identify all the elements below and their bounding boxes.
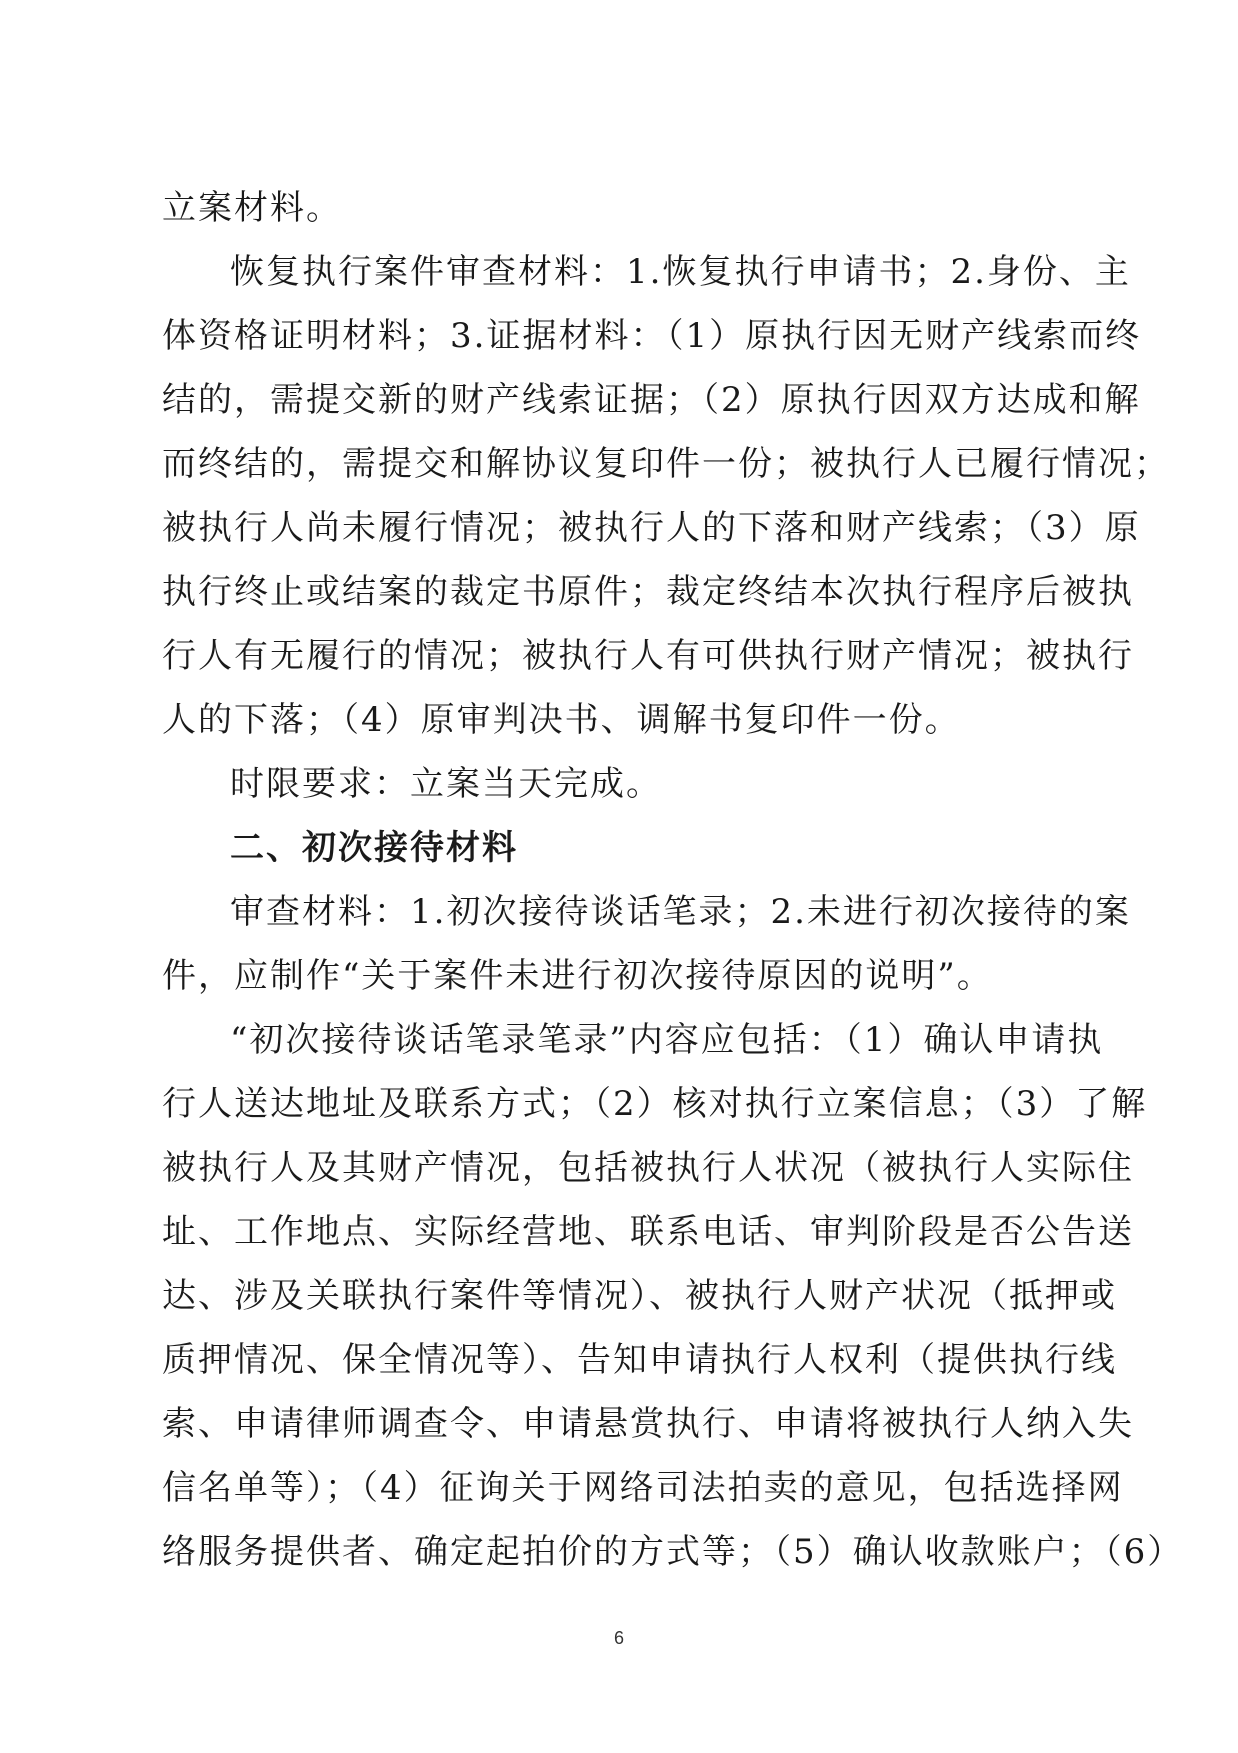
text-line: 行人送达地址及联系方式；（2）核对执行立案信息；（3）了解: [162, 1084, 1148, 1124]
text-line: 络服务提供者、确定起拍价的方式等；（5）确认收款账户；（6）: [162, 1532, 1184, 1572]
document-body: [162, 176, 1184, 1584]
page-number: 6: [613, 1628, 624, 1648]
text-line: 信名单等）；（4）征询关于网络司法拍卖的意见，包括选择网: [162, 1468, 1124, 1508]
text-line: 件，应制作“关于案件未进行初次接待原因的说明”。: [162, 956, 993, 996]
text-line: 时限要求：立案当天完成。: [230, 764, 662, 804]
text-line: 被执行人及其财产情况，包括被执行人状况（被执行人实际住: [162, 1148, 1134, 1188]
text-line: 立案材料。: [162, 188, 342, 228]
text-line: 址、工作地点、实际经营地、联系电话、审判阶段是否公告送: [162, 1212, 1134, 1252]
text-line: 执行终止或结案的裁定书原件；裁定终结本次执行程序后被执: [162, 572, 1134, 612]
text-line: 结的，需提交新的财产线索证据；（2）原执行因双方达成和解: [162, 380, 1141, 420]
text-line: 人的下落；（4）原审判决书、调解书复印件一份。: [162, 700, 961, 740]
text-line: 被执行人尚未履行情况；被执行人的下落和财产线索；（3）原: [162, 508, 1141, 548]
text-line: 行人有无履行的情况；被执行人有可供执行财产情况；被执行: [162, 636, 1134, 676]
text-line: 恢复执行案件审查材料：1.恢复执行申请书；2.身份、主: [230, 252, 1131, 292]
section-heading: 二、初次接待材料: [230, 828, 518, 868]
text-line: 而终结的，需提交和解协议复印件一份；被执行人已履行情况；: [162, 444, 1170, 484]
text-line: 体资格证明材料；3.证据材料：（1）原执行因无财产线索而终: [162, 316, 1142, 356]
text-line: 达、涉及关联执行案件等情况）、被执行人财产状况（抵押或: [162, 1276, 1117, 1316]
text-line: 索、申请律师调查令、申请悬赏执行、申请将被执行人纳入失: [162, 1404, 1134, 1444]
text-line: 质押情况、保全情况等）、告知申请执行人权利（提供执行线: [162, 1340, 1117, 1380]
text-line: “初次接待谈话笔录笔录”内容应包括：（1）确认申请执: [230, 1020, 1104, 1060]
text-line: 审查材料：1.初次接待谈话笔录；2.未进行初次接待的案: [230, 892, 1131, 932]
